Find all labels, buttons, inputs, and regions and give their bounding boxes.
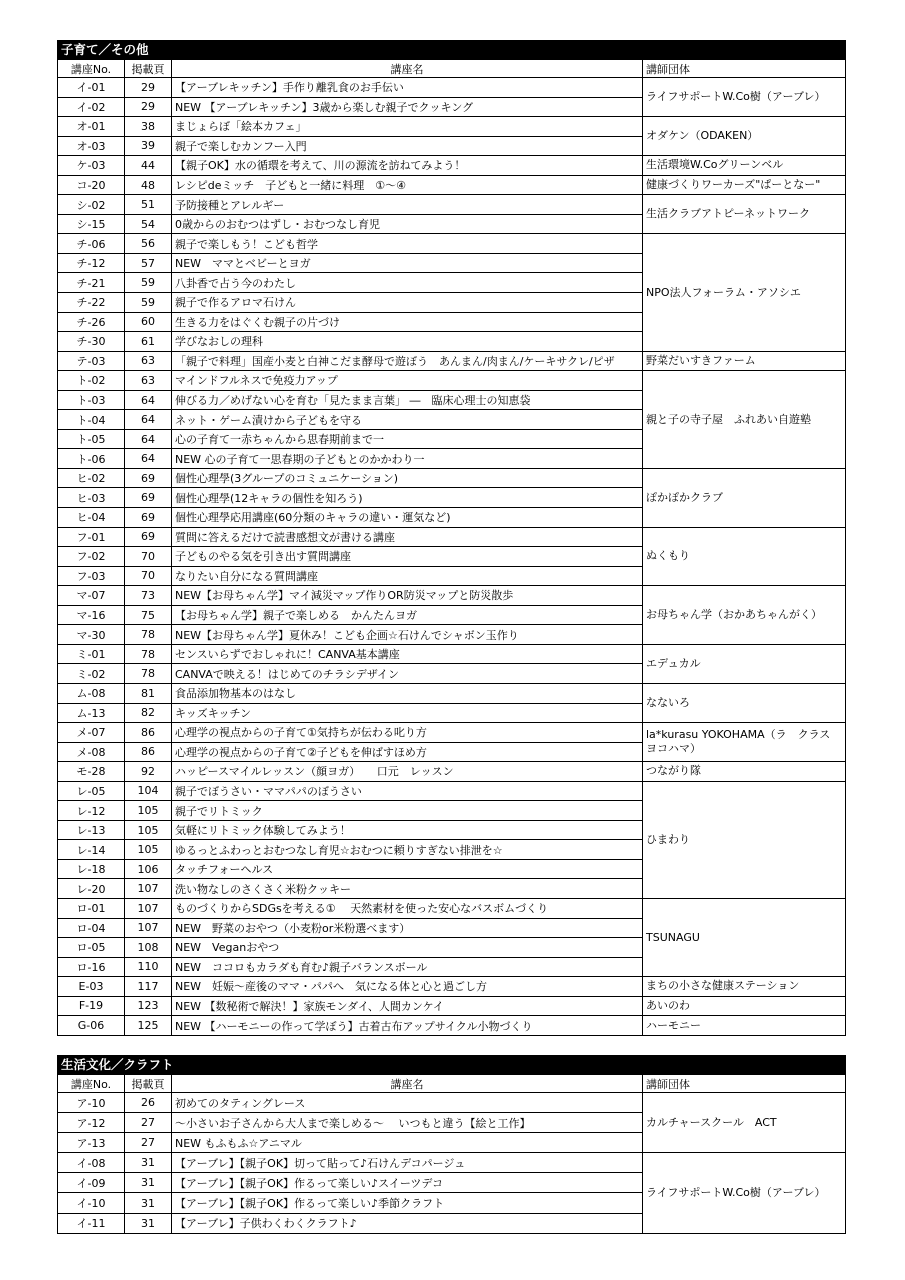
organization: la*kurasu YOKOHAMA（ラ クラス ヨコハマ） xyxy=(643,723,846,762)
table-header-row xyxy=(58,1075,846,1093)
course-title: 予防接種とアレルギー xyxy=(172,195,643,215)
course-title: 0歳からのおむつはずし・おむつなし育児 xyxy=(172,214,643,234)
course-title: 生きる力をはぐくむ親子の片づけ xyxy=(172,312,643,332)
page-number: 59 xyxy=(125,293,172,313)
course-no: ロ-01 xyxy=(58,898,125,918)
organization: ハーモニー xyxy=(643,1016,846,1036)
course-no: ト-04 xyxy=(58,410,125,430)
course-no: イ-01 xyxy=(58,78,125,98)
organization: TSUNAGU xyxy=(643,898,846,976)
course-no: ト-02 xyxy=(58,371,125,391)
course-no: マ-07 xyxy=(58,586,125,606)
page-number: 27 xyxy=(125,1113,172,1133)
page-number: 81 xyxy=(125,683,172,703)
course-no: イ-02 xyxy=(58,97,125,117)
course-title: 心理学の視点からの子育て①気持ちが伝わる叱り方 xyxy=(172,723,643,743)
course-no: モ-28 xyxy=(58,762,125,782)
section-title: 生活文化／クラフト xyxy=(57,1055,846,1074)
page-number: 105 xyxy=(125,840,172,860)
table-row xyxy=(58,683,846,703)
organization: 親と子の寺子屋 ふれあい自遊塾 xyxy=(643,371,846,469)
course-no: チ-21 xyxy=(58,273,125,293)
section-title: 子育て／その他 xyxy=(57,40,846,59)
course-no: テ-03 xyxy=(58,351,125,371)
course-no: ヒ-03 xyxy=(58,488,125,508)
page-number: 108 xyxy=(125,938,172,958)
course-title: CANVAで映える！はじめてのチラシデザイン xyxy=(172,664,643,684)
course-no: フ-03 xyxy=(58,566,125,586)
course-no: レ-14 xyxy=(58,840,125,860)
page-number: 31 xyxy=(125,1173,172,1193)
organization: 生活環境W.Coグリーンベル xyxy=(643,156,846,176)
course-table xyxy=(57,59,846,1036)
header-page: 掲載頁 xyxy=(125,1075,172,1093)
page-number: 26 xyxy=(125,1093,172,1113)
course-title: 子どものやる気を引き出す質問講座 xyxy=(172,547,643,567)
course-title: NEW 【数秘術で解決！】家族モンダイ、人間カンケイ xyxy=(172,996,643,1016)
course-no: シ-15 xyxy=(58,214,125,234)
page-number: 78 xyxy=(125,625,172,645)
course-title: 個性心理學(3グループのコミュニケーション) xyxy=(172,468,643,488)
course-title: レシピdeミッチ 子どもと一緒に料理 ①～④ xyxy=(172,175,643,195)
page-number: 57 xyxy=(125,253,172,273)
organization: 生活クラブアトピーネットワーク xyxy=(643,195,846,234)
course-title: タッチフォーヘルス xyxy=(172,859,643,879)
course-no: E-03 xyxy=(58,977,125,997)
page-number: 117 xyxy=(125,977,172,997)
course-no: マ-16 xyxy=(58,605,125,625)
table-row xyxy=(58,762,846,782)
course-title: 親子でぼうさい・ママパパのぼうさい xyxy=(172,781,643,801)
course-title: マインドフルネスで免疫力アップ xyxy=(172,371,643,391)
course-title: 伸びる力／めげない心を育む「見たまま言葉」 ― 臨床心理士の知恵袋 xyxy=(172,390,643,410)
page-number: 107 xyxy=(125,898,172,918)
organization: お母ちゃん学（おかあちゃんがく） xyxy=(643,586,846,645)
page-number: 39 xyxy=(125,136,172,156)
course-no: チ-30 xyxy=(58,332,125,352)
table-row xyxy=(58,371,846,391)
course-no: ミ-02 xyxy=(58,664,125,684)
course-no: ヒ-04 xyxy=(58,508,125,528)
table-row xyxy=(58,468,846,488)
course-title: 【アーブレ】子供わくわくクラフト♪ xyxy=(172,1213,643,1233)
table-row xyxy=(58,1153,846,1173)
page-number: 64 xyxy=(125,390,172,410)
course-no: ア-10 xyxy=(58,1093,125,1113)
organization: ライフサポートW.Co樹（アーブレ） xyxy=(643,1153,846,1233)
course-no: レ-05 xyxy=(58,781,125,801)
page-number: 31 xyxy=(125,1213,172,1233)
table-row xyxy=(58,527,846,547)
course-title: 親子で楽しもう！こども哲学 xyxy=(172,234,643,254)
page-number: 107 xyxy=(125,879,172,899)
course-no: ト-06 xyxy=(58,449,125,469)
table-row xyxy=(58,723,846,743)
table-row xyxy=(58,234,846,254)
course-no: G-06 xyxy=(58,1016,125,1036)
header-page: 掲載頁 xyxy=(125,60,172,78)
course-no: イ-11 xyxy=(58,1213,125,1233)
table-row xyxy=(58,195,846,215)
course-no: チ-06 xyxy=(58,234,125,254)
course-no: ア-13 xyxy=(58,1133,125,1153)
course-no: イ-10 xyxy=(58,1193,125,1213)
course-title: 親子で作るアロマ石けん xyxy=(172,293,643,313)
organization: ひまわり xyxy=(643,781,846,898)
header-course-title: 講座名 xyxy=(172,60,643,78)
course-title: 洗い物なしのさくさく米粉クッキー xyxy=(172,879,643,899)
course-title: NEW 心の子育て一思春期の子どもとのかかわり一 xyxy=(172,449,643,469)
table-row xyxy=(58,898,846,918)
course-no: マ-30 xyxy=(58,625,125,645)
course-title: NEW もふもふ☆アニマル xyxy=(172,1133,643,1153)
course-no: ア-12 xyxy=(58,1113,125,1133)
course-title: まじょらぼ「絵本カフェ」 xyxy=(172,117,643,137)
page-number: 110 xyxy=(125,957,172,977)
course-title: 【アーブレ】【親子OK】作るって楽しい♪季節クラフト xyxy=(172,1193,643,1213)
course-title: 個性心理學応用講座(60分類のキャラの違い・運気など) xyxy=(172,508,643,528)
organization: なないろ xyxy=(643,683,846,722)
course-no: ム-13 xyxy=(58,703,125,723)
course-title: NEW 野菜のおやつ（小麦粉or米粉選べます） xyxy=(172,918,643,938)
page-number: 70 xyxy=(125,566,172,586)
page-number: 64 xyxy=(125,429,172,449)
header-course-no: 講座No. xyxy=(58,1075,125,1093)
page-number: 70 xyxy=(125,547,172,567)
page-number: 69 xyxy=(125,508,172,528)
course-title: 心の子育て一赤ちゃんから思春期前まで一 xyxy=(172,429,643,449)
table-body xyxy=(58,1093,846,1234)
course-title: センスいらずでおしゃれに！CANVA基本講座 xyxy=(172,644,643,664)
organization: 野菜だいすきファーム xyxy=(643,351,846,371)
course-no: ト-03 xyxy=(58,390,125,410)
course-title: ゆるっとふわっとおむつなし育児☆おむつに頼りすぎない排泄を☆ xyxy=(172,840,643,860)
table-row xyxy=(58,351,846,371)
course-title: 気軽にリトミック体験してみよう！ xyxy=(172,820,643,840)
course-title: 【アーブレ】【親子OK】切って貼って♪石けんデコパージュ xyxy=(172,1153,643,1173)
course-no: ム-08 xyxy=(58,683,125,703)
course-no: チ-12 xyxy=(58,253,125,273)
course-title: 親子で楽しむカンフー入門 xyxy=(172,136,643,156)
page-number: 64 xyxy=(125,410,172,430)
page-number: 31 xyxy=(125,1193,172,1213)
page-number: 29 xyxy=(125,97,172,117)
table-body xyxy=(58,78,846,1036)
page-number: 86 xyxy=(125,742,172,762)
course-title: キッズキッチン xyxy=(172,703,643,723)
table-row xyxy=(58,996,846,1016)
organization: エデュカル xyxy=(643,644,846,683)
page-number: 27 xyxy=(125,1133,172,1153)
table-row xyxy=(58,117,846,137)
course-title: ～小さいお子さんから大人まで楽しめる～ いつもと違う【絵と工作】 xyxy=(172,1113,643,1133)
course-title: 【親子OK】水の循環を考えて、川の源流を訪ねてみよう！ xyxy=(172,156,643,176)
table-header-row xyxy=(58,60,846,78)
organization: あいのわ xyxy=(643,996,846,1016)
course-title: NEW Veganおやつ xyxy=(172,938,643,958)
course-title: 初めてのタティングレース xyxy=(172,1093,643,1113)
course-no: ロ-16 xyxy=(58,957,125,977)
table-row xyxy=(58,781,846,801)
course-no: オ-01 xyxy=(58,117,125,137)
page-number: 56 xyxy=(125,234,172,254)
course-title: NEW【お母ちゃん学】夏休み！こども企画☆石けんでシャボン玉作り xyxy=(172,625,643,645)
page-number: 78 xyxy=(125,664,172,684)
course-title: 「親子で料理」国産小麦と白神こだま酵母で遊ぼう あんまん/肉まん/ケーキサクレ/ピザ xyxy=(172,351,643,371)
course-title: 個性心理學(12キャラの個性を知ろう) xyxy=(172,488,643,508)
course-title: 心理学の視点からの子育て②子どもを伸ばすほめ方 xyxy=(172,742,643,762)
page-number: 104 xyxy=(125,781,172,801)
page-number: 54 xyxy=(125,214,172,234)
page-number: 123 xyxy=(125,996,172,1016)
page-number: 106 xyxy=(125,859,172,879)
page-number: 105 xyxy=(125,820,172,840)
organization: ぽかぽかクラブ xyxy=(643,468,846,527)
course-title: ハッピースマイルレッスン（顔ヨガ） 口元 レッスン xyxy=(172,762,643,782)
page-number: 51 xyxy=(125,195,172,215)
table-row xyxy=(58,644,846,664)
course-title: 食品添加物基本のはなし xyxy=(172,683,643,703)
page-number: 59 xyxy=(125,273,172,293)
page-number: 63 xyxy=(125,371,172,391)
course-title: 【お母ちゃん学】親子で楽しめる かんたんヨガ xyxy=(172,605,643,625)
course-title: 【アーブレ】【親子OK】作るって楽しい♪スイーツデコ xyxy=(172,1173,643,1193)
course-no: フ-01 xyxy=(58,527,125,547)
course-title: NEW【お母ちゃん学】マイ減災マップ作りOR防災マップと防災散歩 xyxy=(172,586,643,606)
organization: つながり隊 xyxy=(643,762,846,782)
course-no: レ-20 xyxy=(58,879,125,899)
section-childcare xyxy=(57,40,846,1036)
page-number: 82 xyxy=(125,703,172,723)
page-number: 64 xyxy=(125,449,172,469)
page-number: 61 xyxy=(125,332,172,352)
course-no: ト-05 xyxy=(58,429,125,449)
course-title: ものづくりからSDGsを考える① 天然素材を使った安心なバスボムづくり xyxy=(172,898,643,918)
page-number: 44 xyxy=(125,156,172,176)
page-number: 73 xyxy=(125,586,172,606)
page-number: 38 xyxy=(125,117,172,137)
page-number: 69 xyxy=(125,527,172,547)
course-no: レ-12 xyxy=(58,801,125,821)
organization: NPO法人フォーラム・アソシエ xyxy=(643,234,846,351)
header-organization: 講師団体 xyxy=(643,60,846,78)
course-title: 親子でリトミック xyxy=(172,801,643,821)
table-row xyxy=(58,1016,846,1036)
table-row xyxy=(58,175,846,195)
course-no: チ-22 xyxy=(58,293,125,313)
page-number: 69 xyxy=(125,468,172,488)
page-number: 125 xyxy=(125,1016,172,1036)
course-no: フ-02 xyxy=(58,547,125,567)
organization: カルチャースクール ACT xyxy=(643,1093,846,1153)
course-no: ケ-03 xyxy=(58,156,125,176)
organization: ぬくもり xyxy=(643,527,846,586)
course-no: メ-07 xyxy=(58,723,125,743)
page-number: 75 xyxy=(125,605,172,625)
page-number: 48 xyxy=(125,175,172,195)
page-number: 63 xyxy=(125,351,172,371)
page-number: 31 xyxy=(125,1153,172,1173)
table-row xyxy=(58,78,846,98)
course-no: メ-08 xyxy=(58,742,125,762)
course-no: ミ-01 xyxy=(58,644,125,664)
page-number: 29 xyxy=(125,78,172,98)
course-title: NEW 【アーブレキッチン】3歳から楽しむ親子でクッキング xyxy=(172,97,643,117)
course-no: オ-03 xyxy=(58,136,125,156)
page-number: 107 xyxy=(125,918,172,938)
page-number: 92 xyxy=(125,762,172,782)
course-no: イ-09 xyxy=(58,1173,125,1193)
page-number: 69 xyxy=(125,488,172,508)
organization: 健康づくりワーカーズ"ぱーとなー" xyxy=(643,175,846,195)
course-no: コ-20 xyxy=(58,175,125,195)
page-number: 60 xyxy=(125,312,172,332)
table-row xyxy=(58,1093,846,1113)
table-row xyxy=(58,156,846,176)
course-table xyxy=(57,1074,846,1234)
page-number: 78 xyxy=(125,644,172,664)
course-title: 【アーブレキッチン】手作り離乳食のお手伝い xyxy=(172,78,643,98)
organization: まちの小さな健康ステーション xyxy=(643,977,846,997)
course-no: レ-18 xyxy=(58,859,125,879)
table-row xyxy=(58,586,846,606)
organization: ライフサポートW.Co樹（アーブレ） xyxy=(643,78,846,117)
page-number: 105 xyxy=(125,801,172,821)
header-course-title: 講座名 xyxy=(172,1075,643,1093)
course-title: なりたい自分になる質問講座 xyxy=(172,566,643,586)
course-title: NEW 【ハーモニーの作って学ぼう】古着古布アップサイクル小物づくり xyxy=(172,1016,643,1036)
course-no: レ-13 xyxy=(58,820,125,840)
course-title: 質問に答えるだけで読書感想文が書ける講座 xyxy=(172,527,643,547)
header-organization: 講師団体 xyxy=(643,1075,846,1093)
table-row xyxy=(58,977,846,997)
section-craft xyxy=(57,1055,846,1234)
course-title: NEW ココロもカラダも育む♪親子バランスボール xyxy=(172,957,643,977)
course-title: 学びなおしの理科 xyxy=(172,332,643,352)
course-no: F-19 xyxy=(58,996,125,1016)
course-title: ネット・ゲーム漬けから子どもを守る xyxy=(172,410,643,430)
course-title: NEW ママとベビーとヨガ xyxy=(172,253,643,273)
course-no: ヒ-02 xyxy=(58,468,125,488)
course-no: ロ-05 xyxy=(58,938,125,958)
course-no: ロ-04 xyxy=(58,918,125,938)
course-no: イ-08 xyxy=(58,1153,125,1173)
course-no: シ-02 xyxy=(58,195,125,215)
page-number: 86 xyxy=(125,723,172,743)
course-title: 八卦香で占う今のわたし xyxy=(172,273,643,293)
organization: オダケン（ODAKEN） xyxy=(643,117,846,156)
course-title: NEW 妊娠～産後のママ・パパへ 気になる体と心と過ごし方 xyxy=(172,977,643,997)
header-course-no: 講座No. xyxy=(58,60,125,78)
course-no: チ-26 xyxy=(58,312,125,332)
